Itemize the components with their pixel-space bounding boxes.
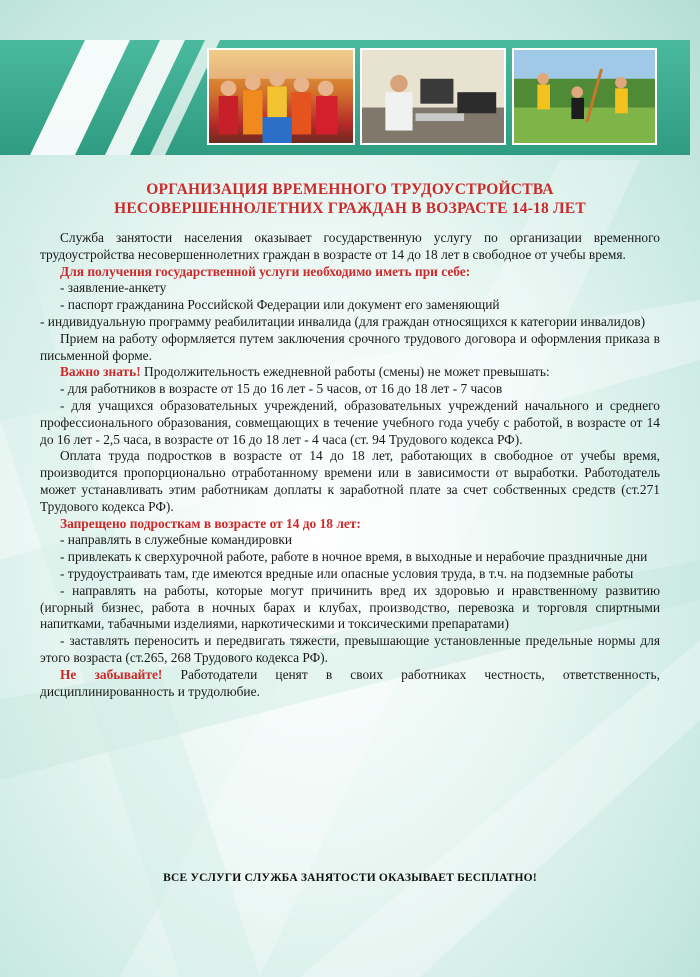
prohibited-item: - трудоустраивать там, где имеются вредные или опасные условия труда, в т.ч. на подземные работы bbox=[60, 565, 634, 581]
outdoor-activity-photo bbox=[512, 48, 657, 145]
payment-paragraph: Оплата труда подростков в возрасте от 14 до 18 лет, работающих в свободное от учебы время, производится пропорционально отработанному времени или в зависимости от выработки. Работодатель может устанавливать этим работникам доплаты к заработной плате за счет собственных средств (ст.271 Трудового кодекса РФ). bbox=[40, 448, 660, 514]
documents-item: - индивидуальную программу реабилитации инвалида (для граждан относящихся к категории инвалидов) bbox=[40, 313, 646, 329]
page-title-line-1: ОРГАНИЗАЦИЯ ВРЕМЕННОГО ТРУДОУСТРОЙСТВА bbox=[146, 181, 554, 198]
important-label: Важно знать! bbox=[60, 364, 141, 380]
reminder-paragraph bbox=[40, 667, 660, 701]
work-hours-item: - для учащихся образовательных учреждений, образовательных учреждений начального и среднего профессионального образования, совмещающих в течение учебного года учебу с работой, в возрасте от 14 до 16 лет - 2,5 часа, в возрасте от 16 до 18 лет - 4 часа (ст. 94 Трудового кодекса РФ). bbox=[40, 397, 660, 447]
footer-free-services: ВСЕ УСЛУГИ СЛУЖБА ЗАНЯТОСТИ ОКАЗЫВАЕТ БЕСПЛАТНО! bbox=[163, 872, 537, 884]
important-paragraph bbox=[40, 364, 660, 381]
prohibited-item: - направлять в служебные командировки bbox=[60, 532, 293, 548]
documents-item: - паспорт гражданина Российской Федерации или документ его заменяющий bbox=[60, 297, 500, 313]
documents-item: - заявление-анкету bbox=[60, 280, 167, 296]
office-work-photo bbox=[360, 48, 506, 145]
hiring-paragraph: Прием на работу оформляется путем заключения срочного трудового договора и оформления приказа в письменной форме. bbox=[40, 330, 660, 363]
reminder-text: Работодатели ценят в своих работниках честность, ответственность, дисциплинированность и трудолюбие. bbox=[40, 666, 660, 699]
prohibited-item: - направлять на работы, которые могут причинить вред их здоровью и нравственному развитию (игорный бизнес, работа в ночных барах и клубах, производство, перевозка и торговля спиртными напитками, табачными изделиями, наркотическими и токсическими препаратами) bbox=[40, 582, 660, 632]
prohibited-item: - заставлять переносить и передвигать тяжести, превышающие установленные предельные нормы для этого возраста (ст.265, 268 Трудового кодекса РФ). bbox=[40, 633, 660, 665]
teens-group-photo bbox=[207, 48, 355, 145]
prohibited-heading: Запрещено подросткам в возрасте от 14 до 18 лет: bbox=[60, 515, 361, 531]
work-hours-item: - для работников в возрасте от 15 до 16 лет - 5 часов, от 16 до 18 лет - 7 часов bbox=[60, 381, 503, 397]
page-title-line-2: НЕСОВЕРШЕННОЛЕТНИХ ГРАЖДАН В ВОЗРАСТЕ 14-18 ЛЕТ bbox=[114, 200, 586, 217]
intro-paragraph: Служба занятости населения оказывает государственную услугу по организации временного трудоустройства несовершеннолетних граждан в возрасте от 14 до 18 лет в свободное от учебы время. bbox=[40, 230, 660, 262]
main-content bbox=[40, 230, 660, 700]
important-text: Продолжительность ежедневной работы (смены) не может превышать: bbox=[140, 364, 550, 380]
prohibited-item: - привлекать к сверхурочной работе, работе в ночное время, в выходные и нерабочие праздничные дни bbox=[60, 549, 648, 565]
reminder-label: Не забывайте! bbox=[60, 666, 163, 682]
documents-heading: Для получения государственной услуги необходимо иметь при себе: bbox=[60, 263, 471, 279]
